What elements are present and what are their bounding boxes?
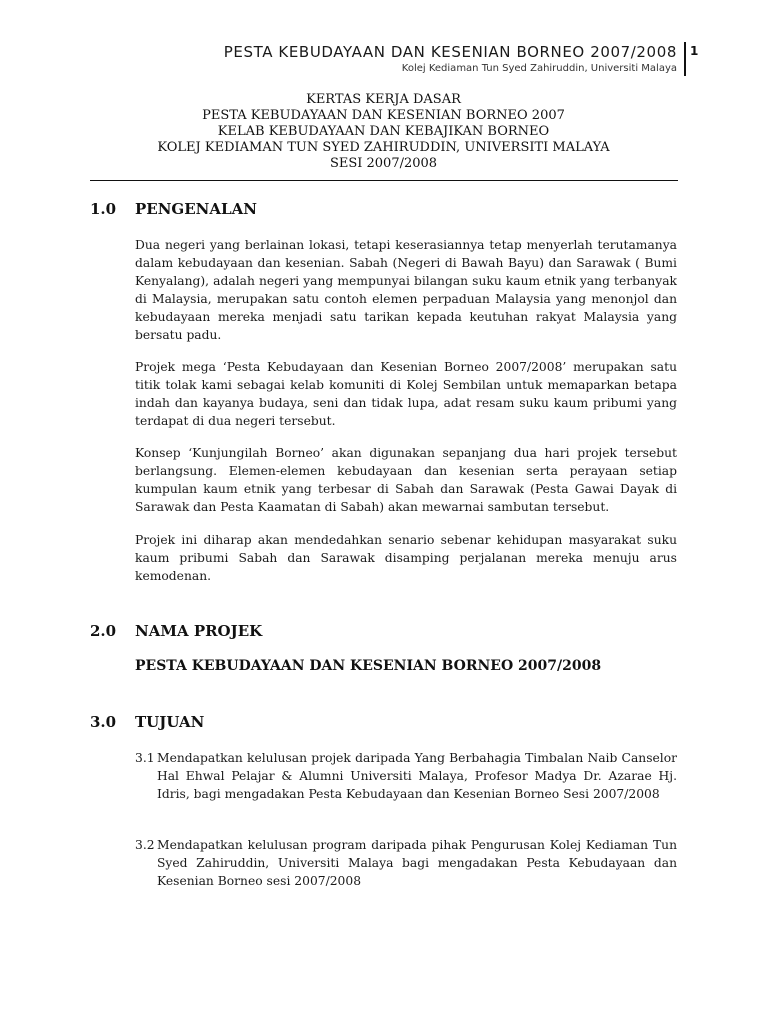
document-title-block (90, 92, 677, 172)
title-line: KOLEJ KEDIAMAN TUN SYED ZAHIRUDDIN, UNIVERSITI MALAYA (157, 140, 610, 155)
section-number: 3.0 (90, 713, 117, 731)
list-item-text: Mendapatkan kelulusan projek daripada Yang Berbahagia Timbalan Naib Canselor Hal Ehwal Pelajar & Alumni Universiti Malaya, Profesor Madya Dr. Azarae Hj. Idris, bagi mengadakan Pesta Kebudayaan dan Kesenian Borneo Sesi 2007/2008 (157, 751, 677, 801)
paragraph: Konsep ‘Kunjungilah Borneo’ akan digunakan sepanjang dua hari projek tersebut berlangsung. Elemen-elemen kebudayaan dan kesenian serta perayaan setiap kumpulan kaum etnik yang terbesar di Sabah dan Sarawak (Pesta Gawai Dayak di Sarawak dan Pesta Kaamatan di Sabah) akan mewarnai sambutan tersebut. (135, 446, 677, 514)
title-line: SESI 2007/2008 (329, 156, 438, 171)
list-item (135, 749, 677, 803)
project-name: PESTA KEBUDAYAAN DAN KESENIAN BORNEO 2007/2008 (135, 658, 602, 674)
running-header (90, 42, 677, 76)
header-title: PESTA KEBUDAYAAN DAN KESENIAN BORNEO 2007/2008 (223, 43, 677, 61)
paragraph: Dua negeri yang berlainan lokasi, tetapi keserasiannya tetap menyerlah terutamanya dalam kebudayaan dan kesenian. Sabah (Negeri di Bawah Bayu) dan Sarawak ( Bumi Kenyalang), adalah negeri yang mempunyai bilangan suku kaum etnik yang terbanyak di Malaysia, merupakan satu contoh elemen perpaduan Malaysia yang menonjol dan kebudayaan mereka menjadi satu tarikan kepada keutuhan rakyat Malaysia yang bersatu padu. (135, 238, 677, 342)
title-line: PESTA KEBUDAYAAN DAN KESENIAN BORNEO 2007 (202, 108, 565, 123)
header-divider (684, 42, 686, 76)
title-line: KELAB KEBUDAYAAN DAN KEBAJIKAN BORNEO (217, 124, 550, 139)
section-number: 1.0 (90, 200, 117, 218)
section-number: 2.0 (90, 622, 117, 640)
list-item-number: 3.1 (135, 751, 155, 765)
list-item-text: Mendapatkan kelulusan program daripada pihak Pengurusan Kolej Kediaman Tun Syed Zahiruddin, Universiti Malaya bagi mengadakan Pesta Kebudayaan dan Kesenian Borneo sesi 2007/2008 (157, 838, 677, 888)
section-title: TUJUAN (135, 713, 205, 731)
title-divider (90, 180, 678, 181)
section-title: NAMA PROJEK (135, 622, 263, 640)
header-subtitle: Kolej Kediaman Tun Syed Zahiruddin, Universiti Malaya (401, 63, 677, 74)
page-number: 1 (690, 44, 699, 58)
list-item-number: 3.2 (135, 838, 155, 852)
paragraph: Projek ini diharap akan mendedahkan senario sebenar kehidupan masyarakat suku kaum pribumi Sabah dan Sarawak disamping perjalanan mereka menuju arus kemodenan. (135, 533, 677, 583)
title-line: KERTAS KERJA DASAR (306, 92, 461, 107)
section-title: PENGENALAN (135, 200, 257, 218)
paragraph: Projek mega ‘Pesta Kebudayaan dan Kesenian Borneo 2007/2008’ merupakan satu titik tolak kami sebagai kelab komuniti di Kolej Sembilan untuk memaparkan betapa indah dan kayanya budaya, seni dan tidak lupa, adat resam suku kaum pribumi yang terdapat di dua negeri tersebut. (135, 360, 677, 428)
list-item (135, 836, 677, 890)
